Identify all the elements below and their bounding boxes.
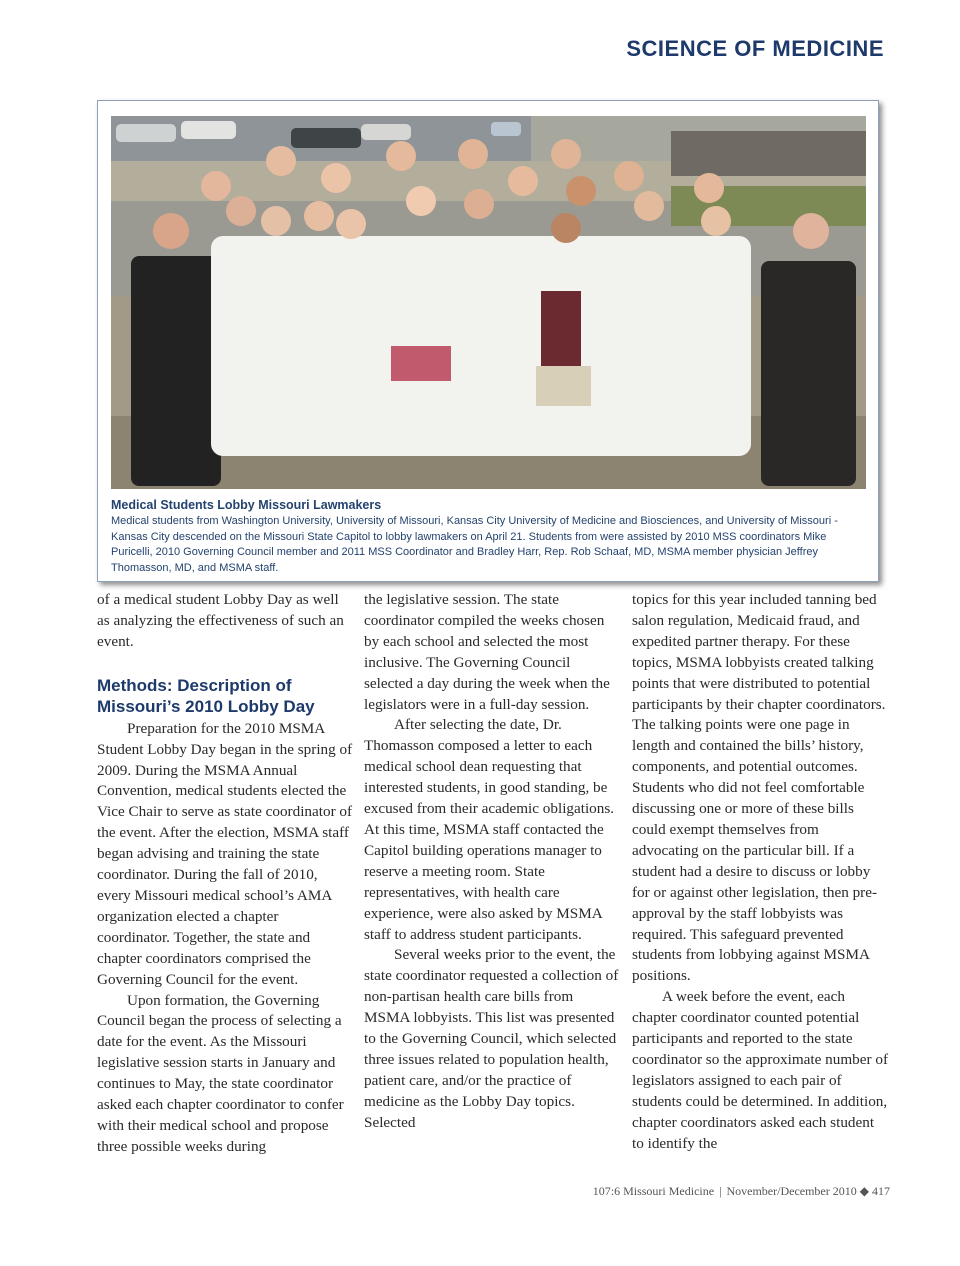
bullet-icon: ◆ — [859, 1184, 869, 1198]
caption-title: Medical Students Lobby Missouri Lawmakers — [111, 498, 382, 512]
figure-caption — [111, 498, 869, 576]
paragraph: Upon formation, the Governing Council began the process of selecting a date for the event. As the Missouri legislative session starts in January and continues to May, the state coordinator asked each chapter coordinator to confer with their medical school and propose three possible weeks during — [97, 991, 344, 1155]
section-header: SCIENCE OF MEDICINE — [626, 36, 884, 61]
paragraph: A week before the event, each chapter coordinator counted potential participants and reported to the state coordinator so the approximate number of legislators assigned to each pair of students could be determined. In addition, chapter coordinators asked each student to identify the — [632, 988, 888, 1152]
group-photo — [111, 116, 866, 489]
text-column-3 — [632, 590, 888, 1154]
journal-name: 107:6 Missouri Medicine — [592, 1184, 715, 1198]
page-number: 417 — [872, 1184, 890, 1198]
page-footer: 107:6 Missouri Medicine | November/December 2010 ◆ 417 — [592, 1184, 890, 1198]
figure — [97, 100, 879, 582]
text-column-1 — [97, 590, 353, 1158]
text-column-2 — [364, 590, 620, 1134]
paragraph: the legislative session. The state coordinator compiled the weeks chosen by each school and selected the most inclusive. The Governing Council selected a day during the week when the legislators were in a full-day session. — [364, 591, 610, 713]
section-heading: Methods: Description of Missouri’s 2010 Lobby Day — [97, 675, 315, 717]
issue-date: November/December 2010 — [726, 1184, 857, 1198]
paragraph: topics for this year included tanning bed salon regulation, Medicaid fraud, and expedited partner therapy. For these topics, MSMA lobbyists created talking points that were distributed to potential participants by their chapter coordinators. The talking points were one page in length and contained the bills’ history, components, and potential outcomes. Students who did not feel comfortable discussing one or more of these bills could exempt themselves from advocating on the particular bill. If a student had a desire to discuss or lobby for or against other legislation, then pre-approval by the staff lobbyists was required. This safeguard prevented students from lobbying against MSMA positions. — [632, 591, 886, 985]
caption-text: Medical students from Washington University, University of Missouri, Kansas City University of Medicine and Biosciences, and University of Missouri - Kansas City descended on the Missouri State Capitol to lobby lawmakers on April 21. Students from were assisted by 2010 MSS coordinators Mike Puricelli, 2010 Governing Council member and 2011 MSS Coordinator and Bradley Harr, Rep. Rob Schaaf, MD, MSMA member physician Jeffrey Thomasson, MD, and MSMA staff. — [111, 515, 838, 574]
paragraph: Preparation for the 2010 MSMA Student Lobby Day began in the spring of 2009. During the MSMA Annual Convention, medical students elected the Vice Chair to serve as state coordinator of the event. After the election, MSMA staff began advising and training the state coordinator. During the fall of 2010, every Missouri medical school’s AMA organization elected a chapter coordinator. Together, the state and chapter coordinators comprised the Governing Council for the event. — [97, 719, 353, 988]
paragraph: Several weeks prior to the event, the state coordinator requested a collection of non-partisan health care bills from MSMA lobbyists. This list was presented to the Governing Council, which selected three issues related to population health, patient care, and/or the practice of medicine as the Lobby Day topics. Selected — [364, 946, 619, 1131]
paragraph: of a medical student Lobby Day as well as analyzing the effectiveness of such an event. — [97, 591, 344, 650]
paragraph: After selecting the date, Dr. Thomasson composed a letter to each medical school dean requesting that interested students, in good standing, be excused from their academic obligations. At this time, MSMA staff contacted the Capitol building operations manager to reserve a meeting room. State representatives, with health care experience, were also asked by MSMA staff to address student participants. — [364, 716, 615, 943]
